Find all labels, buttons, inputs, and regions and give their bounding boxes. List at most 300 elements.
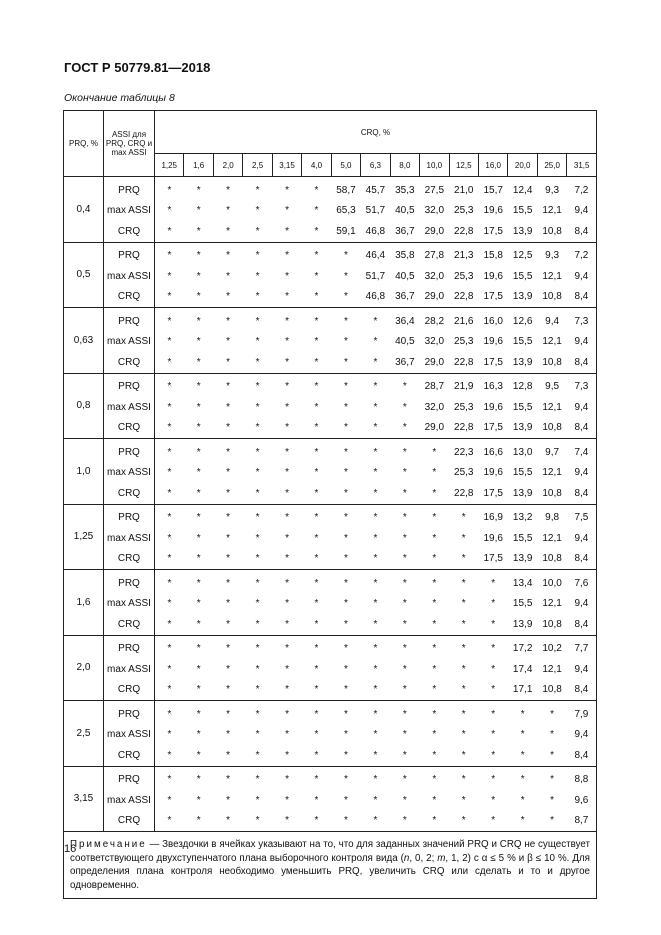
value-cell: 7,3 [567, 373, 597, 397]
value-cell: * [213, 418, 242, 439]
crq-column-header: 6,3 [361, 154, 390, 177]
value-cell: 15,5 [512, 205, 533, 217]
crq-column-header: 4,0 [302, 154, 331, 177]
crq-column-header: 16,0 [478, 154, 507, 177]
value-cell: * [243, 221, 272, 242]
value-cell: * [155, 221, 184, 242]
value-cell: * [331, 680, 360, 701]
value-cell: 15,7 [483, 184, 503, 196]
value-cell: * [196, 598, 201, 610]
prq-group-cell: 0,63 [64, 308, 104, 374]
value-cell: * [343, 336, 348, 348]
row-label-cell: CRQ [104, 221, 155, 242]
value-cell: * [343, 381, 348, 393]
value-cell: 17,5 [478, 483, 507, 504]
value-cell: * [255, 184, 260, 196]
value-cell: * [167, 250, 172, 262]
value-cell: * [373, 532, 378, 544]
row-label-cell: PRQ [104, 177, 155, 201]
value-cell: 21,3 [454, 250, 474, 262]
value-cell: 21,6 [454, 315, 474, 327]
value-cell: * [550, 729, 555, 741]
document-header: ГОСТ Р 50779.81—2018 [64, 60, 211, 75]
value-cell: * [226, 467, 231, 479]
value-cell: 21,0 [454, 184, 474, 196]
value-cell: * [373, 401, 378, 413]
value-cell: * [461, 512, 466, 524]
value-cell: 27,8 [424, 250, 445, 262]
value-cell: 58,7 [336, 184, 356, 196]
row-label-cell: PRQ [104, 373, 155, 397]
value-cell: 19,6 [483, 205, 503, 217]
value-cell: * [226, 794, 231, 806]
value-cell: * [302, 680, 331, 701]
value-cell: 15,5 [512, 467, 533, 479]
value-cell: * [167, 532, 172, 544]
value-cell: * [155, 811, 184, 832]
value-cell: * [255, 467, 260, 479]
value-cell: 9,4 [567, 659, 597, 680]
table-row [64, 201, 597, 222]
value-cell: * [285, 270, 289, 282]
value-cell: * [196, 381, 201, 393]
value-cell: * [331, 418, 360, 439]
value-cell: * [196, 532, 201, 544]
crq-column-header: 1,25 [155, 154, 184, 177]
value-cell: * [314, 381, 319, 393]
value-cell: * [478, 745, 507, 766]
value-cell: 15,5 [512, 598, 533, 610]
value-cell: * [285, 663, 289, 675]
value-cell: * [343, 270, 348, 282]
value-cell: * [420, 745, 449, 766]
value-cell: 9,4 [567, 528, 597, 549]
value-cell: 9,4 [567, 332, 597, 353]
table-row [64, 418, 597, 439]
value-cell: 8,4 [567, 680, 597, 701]
value-cell: * [461, 532, 466, 544]
value-cell: * [550, 794, 555, 806]
value-cell: * [537, 745, 566, 766]
value-cell: 32,0 [424, 401, 445, 413]
value-cell: 22,8 [449, 352, 478, 373]
value-cell: * [255, 532, 260, 544]
value-cell: * [285, 315, 289, 327]
value-cell: * [196, 315, 201, 327]
value-cell: * [196, 729, 201, 741]
value-cell: * [343, 532, 348, 544]
value-cell: * [420, 811, 449, 832]
note-var-m: m [437, 852, 446, 864]
value-cell: * [361, 745, 390, 766]
value-cell: * [285, 250, 289, 262]
value-cell: 19,6 [483, 270, 503, 282]
value-cell: * [432, 512, 437, 524]
table-row [64, 397, 597, 418]
table-note [64, 832, 597, 899]
value-cell: * [331, 352, 360, 373]
value-cell: 40,5 [395, 336, 415, 348]
value-cell: 12,1 [542, 401, 562, 413]
value-cell: * [432, 794, 437, 806]
table-row [64, 594, 597, 615]
value-cell: 12,8 [512, 381, 533, 393]
note-text-1: — Звездочки в ячейках указывают на то, что для заданных значений PRQ и CRQ не существует соответствующего двухступенчатого плана выборочного контроля вида ( [70, 839, 590, 864]
value-cell: 19,6 [483, 467, 503, 479]
crq-column-header: 25,0 [537, 154, 566, 177]
table-row [64, 701, 597, 725]
value-cell: * [402, 532, 407, 544]
value-cell: * [255, 663, 260, 675]
value-cell: * [331, 614, 360, 635]
table-row [64, 528, 597, 549]
value-cell: * [272, 811, 301, 832]
value-cell: * [432, 446, 437, 458]
value-cell: * [196, 205, 201, 217]
value-cell: * [184, 745, 213, 766]
value-cell: * [314, 336, 319, 348]
value-cell: * [314, 729, 319, 741]
crq-group-header: CRQ, % [155, 111, 597, 154]
value-cell: * [226, 512, 231, 524]
value-cell: * [155, 418, 184, 439]
value-cell: 16,3 [483, 381, 503, 393]
row-label-cell: PRQ [104, 308, 155, 332]
value-cell: * [520, 708, 525, 720]
value-cell: * [167, 643, 172, 655]
row-label-cell: max ASSI [104, 528, 155, 549]
value-cell: * [491, 663, 496, 675]
value-cell: 10,0 [542, 577, 562, 589]
value-cell: 28,7 [424, 381, 445, 393]
value-cell: 8,4 [567, 221, 597, 242]
value-cell: 19,6 [483, 401, 503, 413]
value-cell: * [373, 729, 378, 741]
value-cell: 17,1 [508, 680, 537, 701]
crq-column-header: 2,0 [213, 154, 242, 177]
value-cell: 10,8 [537, 418, 566, 439]
value-cell: * [167, 315, 172, 327]
value-cell: 9,5 [545, 381, 560, 393]
value-cell: * [213, 287, 242, 308]
table-row [64, 766, 597, 790]
value-cell: * [361, 680, 390, 701]
value-cell: 22,3 [454, 446, 474, 458]
row-label-cell: CRQ [104, 614, 155, 635]
value-cell: * [226, 270, 231, 282]
value-cell: * [361, 549, 390, 570]
value-cell: * [155, 483, 184, 504]
value-cell: * [550, 708, 555, 720]
table-row [64, 725, 597, 746]
value-cell: * [213, 352, 242, 373]
value-cell: * [314, 643, 319, 655]
value-cell: * [314, 205, 319, 217]
value-cell: * [432, 708, 437, 720]
value-cell: * [520, 794, 525, 806]
value-cell: * [184, 418, 213, 439]
crq-column-header: 2,5 [243, 154, 272, 177]
value-cell: * [226, 643, 231, 655]
value-cell: * [491, 794, 496, 806]
value-cell: * [432, 577, 437, 589]
value-cell: * [255, 205, 260, 217]
table-row [64, 680, 597, 701]
value-cell: * [343, 794, 348, 806]
value-cell: * [226, 315, 231, 327]
value-cell: 59,1 [331, 221, 360, 242]
value-cell: 7,2 [567, 177, 597, 201]
table-row [64, 308, 597, 332]
value-cell: 17,5 [478, 352, 507, 373]
value-cell: * [390, 549, 419, 570]
value-cell: * [196, 643, 201, 655]
row-label-cell: PRQ [104, 504, 155, 528]
value-cell: 16,9 [483, 512, 503, 524]
value-cell: 12,1 [542, 205, 562, 217]
row-label-cell: PRQ [104, 242, 155, 266]
value-cell: 8,7 [567, 811, 597, 832]
value-cell: * [226, 598, 231, 610]
value-cell: * [285, 205, 289, 217]
value-cell: * [402, 512, 407, 524]
value-cell: * [402, 598, 407, 610]
value-cell: 22,8 [449, 287, 478, 308]
value-cell: 13,9 [508, 549, 537, 570]
row-label-cell: max ASSI [104, 266, 155, 287]
value-cell: 10,8 [537, 680, 566, 701]
value-cell: * [285, 512, 289, 524]
row-label-cell: PRQ [104, 701, 155, 725]
value-cell: * [402, 729, 407, 741]
value-cell: 13,9 [508, 614, 537, 635]
value-cell: * [255, 401, 260, 413]
value-cell: * [226, 774, 231, 786]
value-cell: 19,6 [483, 532, 503, 544]
value-cell: * [272, 352, 301, 373]
row-label-cell: CRQ [104, 287, 155, 308]
value-cell: * [255, 336, 260, 348]
value-cell: 13,9 [508, 483, 537, 504]
value-cell: * [402, 774, 407, 786]
crq-column-header: 12,5 [449, 154, 478, 177]
value-cell: * [255, 315, 260, 327]
value-cell: * [285, 336, 289, 348]
table-row [64, 659, 597, 680]
value-cell: * [390, 811, 419, 832]
table-row [64, 635, 597, 659]
value-cell: * [314, 270, 319, 282]
value-cell: * [314, 467, 319, 479]
value-cell: 36,7 [390, 221, 419, 242]
value-cell: 36,7 [390, 287, 419, 308]
value-cell: * [331, 811, 360, 832]
value-cell: 8,4 [567, 352, 597, 373]
value-cell: * [255, 598, 260, 610]
value-cell: * [314, 315, 319, 327]
value-cell: * [402, 446, 407, 458]
crq-column-header: 31,5 [567, 154, 597, 177]
value-cell: 9,6 [567, 790, 597, 811]
value-cell: 35,3 [395, 184, 415, 196]
value-cell: * [285, 708, 289, 720]
value-cell: * [373, 381, 378, 393]
value-cell: * [196, 250, 201, 262]
value-cell: * [314, 446, 319, 458]
value-cell: * [508, 811, 537, 832]
value-cell: * [314, 184, 319, 196]
value-cell: * [432, 663, 437, 675]
value-cell: * [167, 205, 172, 217]
table-body [64, 177, 597, 832]
value-cell: * [285, 774, 289, 786]
value-cell: * [449, 549, 478, 570]
value-cell: * [243, 549, 272, 570]
note-text-2: , 0, 2; [409, 852, 438, 864]
value-cell: * [331, 549, 360, 570]
value-cell: * [285, 446, 289, 458]
table-row [64, 287, 597, 308]
value-cell: * [402, 663, 407, 675]
value-cell: * [255, 577, 260, 589]
value-cell: * [402, 794, 407, 806]
value-cell: 12,4 [512, 184, 533, 196]
value-cell: * [243, 745, 272, 766]
row-label-cell: CRQ [104, 352, 155, 373]
value-cell: 15,5 [512, 532, 533, 544]
value-cell: * [343, 512, 348, 524]
value-cell: 7,7 [567, 635, 597, 659]
row-label-cell: max ASSI [104, 659, 155, 680]
value-cell: * [255, 794, 260, 806]
value-cell: 10,8 [537, 549, 566, 570]
value-cell: * [243, 811, 272, 832]
value-cell: 7,9 [567, 701, 597, 725]
value-cell: 22,8 [449, 221, 478, 242]
value-cell: 17,2 [512, 643, 533, 655]
value-cell: * [167, 446, 172, 458]
value-cell: * [361, 483, 390, 504]
value-cell: * [167, 708, 172, 720]
value-cell: 46,8 [361, 221, 390, 242]
table-row [64, 614, 597, 635]
row-label-cell: CRQ [104, 549, 155, 570]
value-cell: * [167, 270, 172, 282]
value-cell: 36,4 [395, 315, 415, 327]
value-cell: 28,2 [424, 315, 445, 327]
table-row [64, 439, 597, 463]
value-cell: * [255, 774, 260, 786]
value-cell: * [343, 446, 348, 458]
value-cell: * [285, 598, 289, 610]
value-cell: * [343, 467, 348, 479]
value-cell: * [213, 221, 242, 242]
value-cell: * [285, 532, 289, 544]
value-cell: * [314, 774, 319, 786]
value-cell: 8,4 [567, 483, 597, 504]
data-table [63, 110, 597, 899]
value-cell: * [314, 663, 319, 675]
value-cell: * [213, 680, 242, 701]
value-cell: * [331, 745, 360, 766]
value-cell: * [184, 614, 213, 635]
value-cell: * [226, 708, 231, 720]
value-cell: * [243, 352, 272, 373]
value-cell: 12,1 [542, 270, 562, 282]
table-row [64, 570, 597, 594]
value-cell: * [432, 598, 437, 610]
value-cell: 40,5 [395, 270, 415, 282]
value-cell: 32,0 [424, 205, 445, 217]
table-row [64, 790, 597, 811]
table-row [64, 177, 597, 201]
value-cell: * [390, 418, 419, 439]
value-cell: 17,4 [512, 663, 533, 675]
value-cell: * [302, 418, 331, 439]
value-cell: * [449, 745, 478, 766]
value-cell: * [155, 614, 184, 635]
value-cell: * [255, 512, 260, 524]
value-cell: * [420, 549, 449, 570]
prq-group-cell: 3,15 [64, 766, 104, 832]
value-cell: 13,9 [508, 352, 537, 373]
value-cell: * [167, 598, 172, 610]
value-cell: * [314, 401, 319, 413]
value-cell: * [461, 729, 466, 741]
value-cell: 46,4 [365, 250, 386, 262]
row-label-cell: max ASSI [104, 594, 155, 615]
value-cell: * [302, 745, 331, 766]
value-cell: * [420, 680, 449, 701]
value-cell: * [361, 418, 390, 439]
value-cell: 9,8 [545, 512, 560, 524]
table-row [64, 266, 597, 287]
value-cell: * [314, 794, 319, 806]
value-cell: * [420, 614, 449, 635]
value-cell: * [184, 811, 213, 832]
row-label-cell: max ASSI [104, 332, 155, 353]
value-cell: 19,6 [483, 336, 503, 348]
value-cell: * [196, 577, 201, 589]
value-cell: * [390, 483, 419, 504]
prq-group-cell: 1,25 [64, 504, 104, 570]
prq-group-cell: 2,0 [64, 635, 104, 701]
value-cell: * [343, 250, 348, 262]
value-cell: * [343, 774, 348, 786]
value-cell: * [272, 418, 301, 439]
value-cell: * [302, 614, 331, 635]
value-cell: * [432, 729, 437, 741]
value-cell: 9,4 [567, 201, 597, 222]
table-caption: Окончание таблицы 8 [64, 92, 175, 104]
value-cell: * [491, 643, 496, 655]
value-cell: 17,5 [478, 221, 507, 242]
value-cell: 15,5 [512, 270, 533, 282]
value-cell: * [343, 401, 348, 413]
value-cell: 32,0 [424, 336, 445, 348]
value-cell: * [478, 680, 507, 701]
row-label-cell: max ASSI [104, 725, 155, 746]
value-cell: * [272, 614, 301, 635]
value-cell: 8,4 [567, 418, 597, 439]
value-cell: 22,8 [449, 418, 478, 439]
value-cell: 7,2 [567, 242, 597, 266]
value-cell: 29,0 [420, 418, 449, 439]
value-cell: 22,8 [449, 483, 478, 504]
table-row [64, 242, 597, 266]
value-cell: 8,4 [567, 614, 597, 635]
value-cell: 51,7 [365, 270, 386, 282]
